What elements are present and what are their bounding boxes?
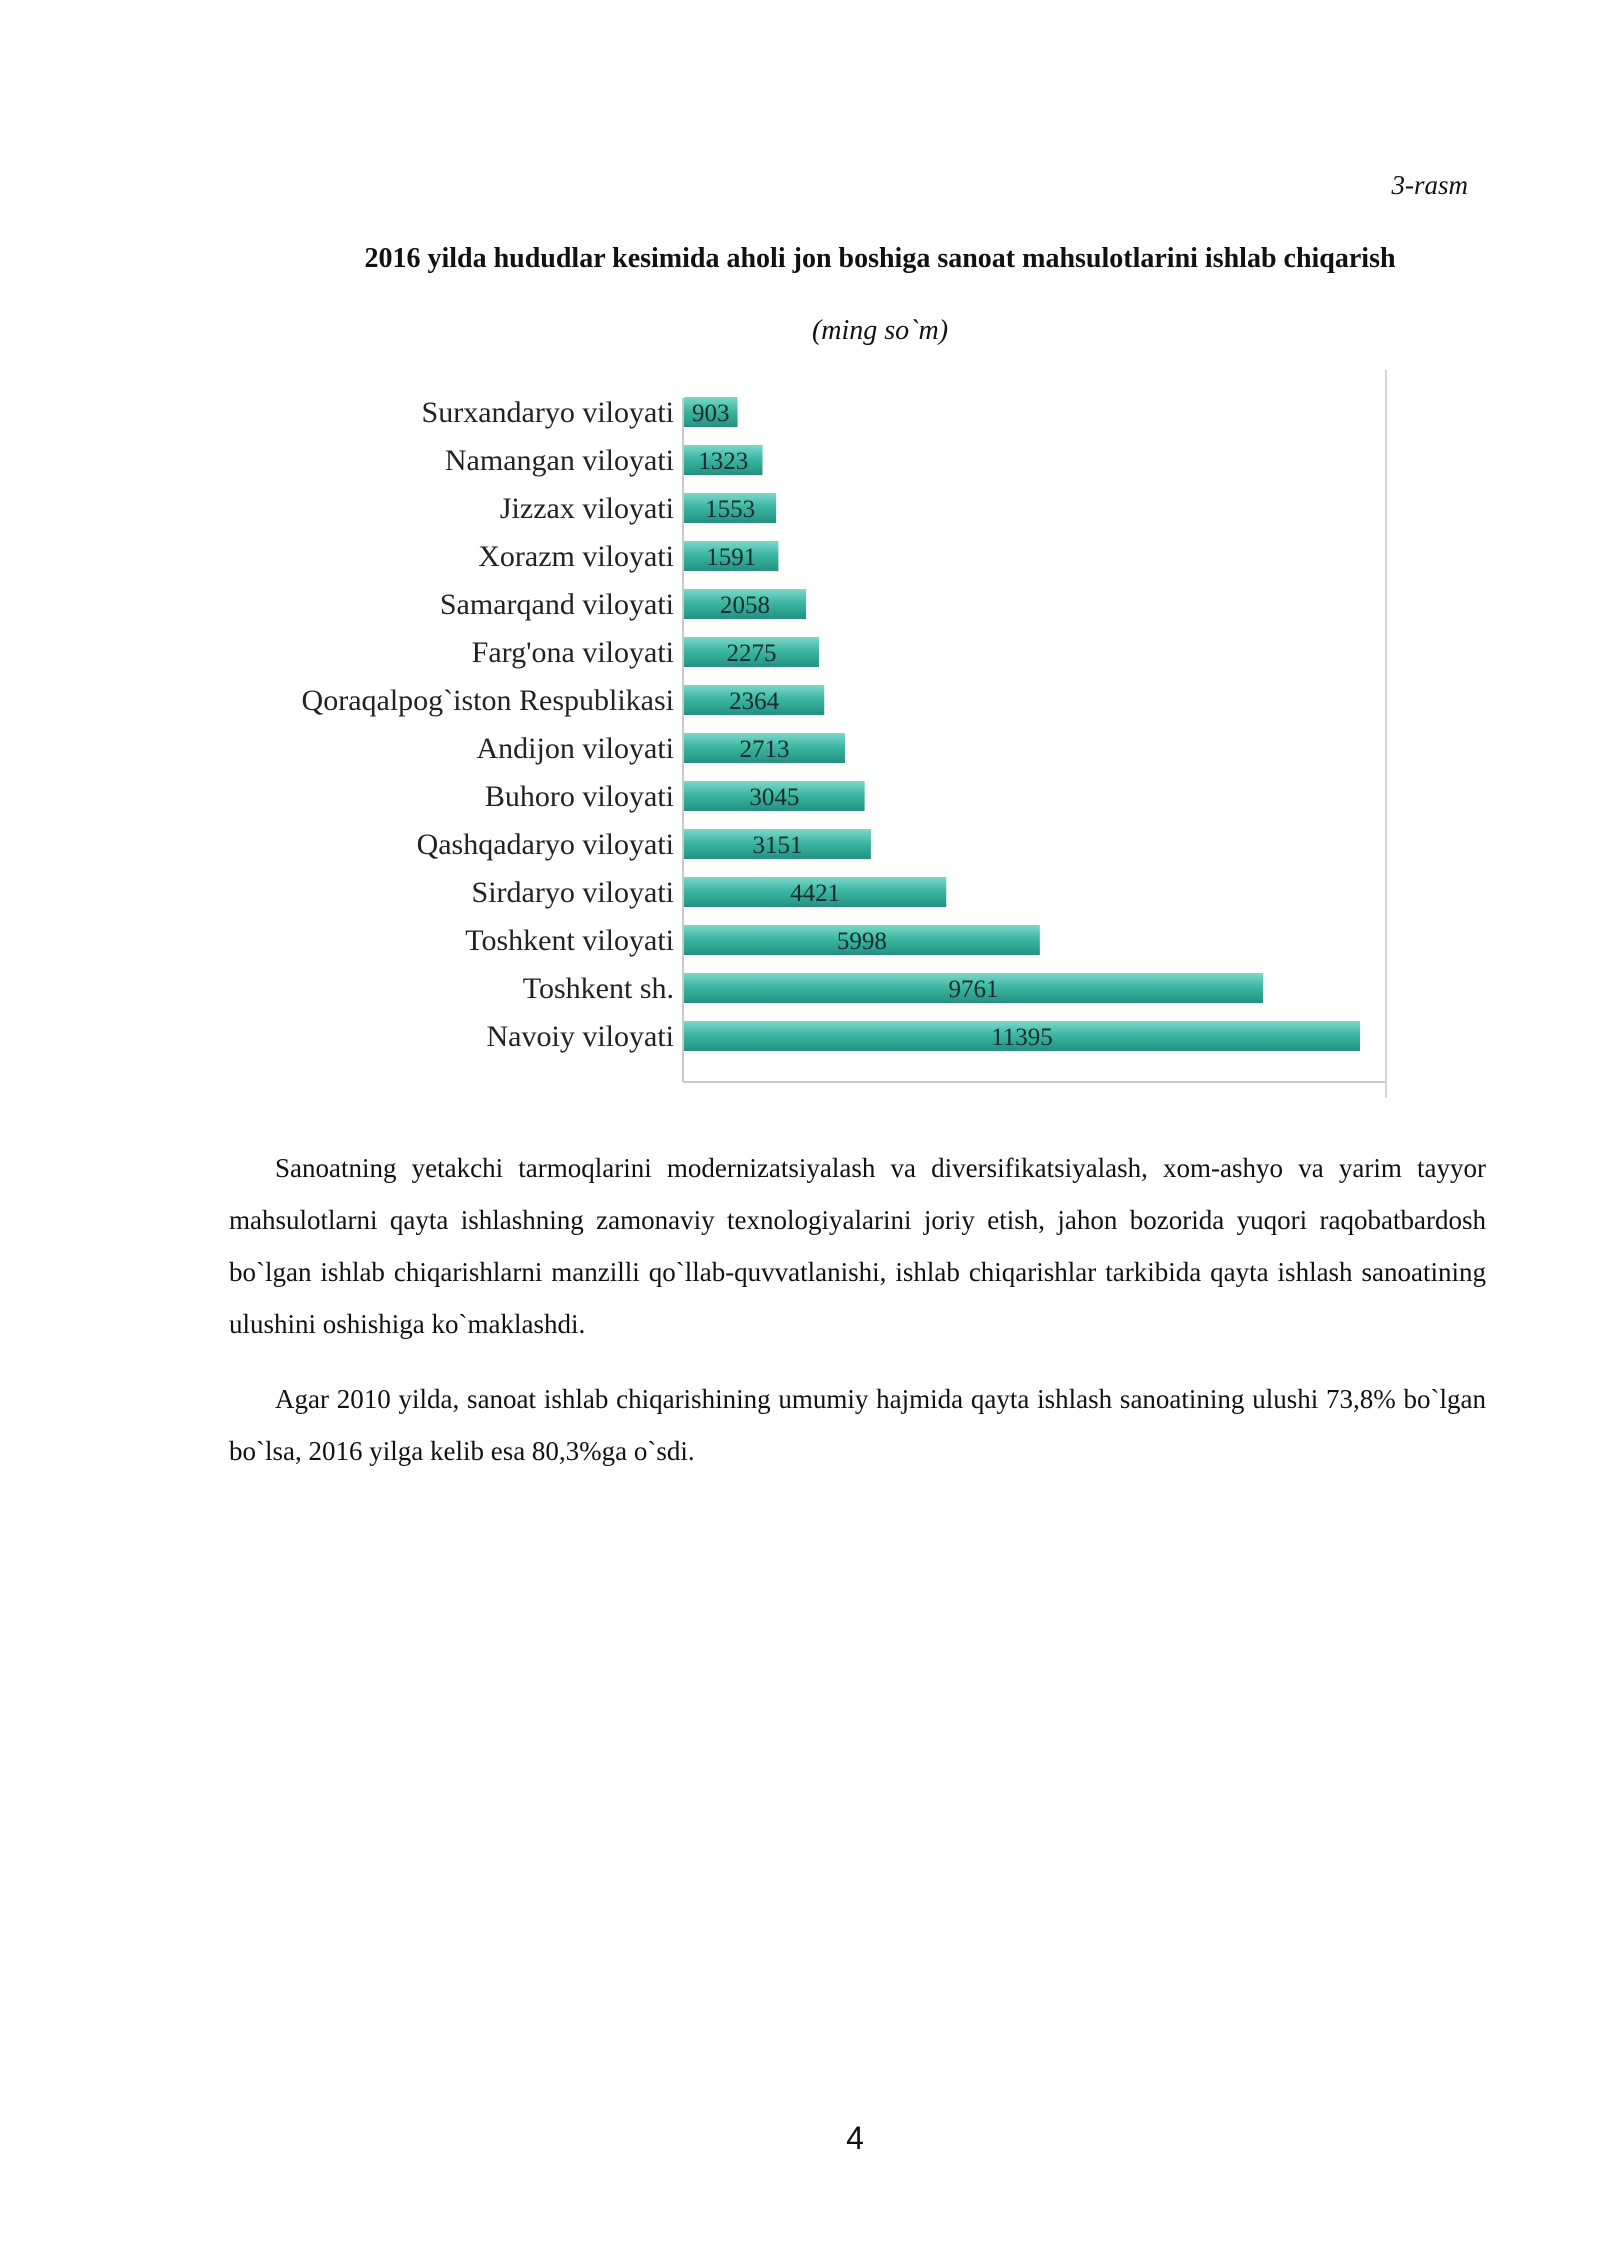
category-label: Toshkent sh. [522,972,674,1005]
category-label: Sirdaryo viloyati [471,876,674,909]
bar-value-label: 1323 [698,448,749,475]
figure-unit: (ming so`m) [811,315,949,346]
bar-value-label: 1553 [705,496,756,523]
bar-value-label: 3045 [749,784,800,811]
category-label: Qashqadaryo viloyati [416,828,674,861]
category-label: Samarqand viloyati [439,588,674,621]
category-label: Surxandaryo viloyati [421,396,674,429]
category-label: Farg'ona viloyati [471,636,674,669]
paragraph-1: Sanoatning yetakchi tarmoqlarini modernizatsiyalash va diversifikatsiyalash, xom-ashyo va yarim tayyor mahsulotlarni qayta ishlashning zamonaviy texnologiyalarini joriy etish, jahon bozorida yuqori raqobatbardosh bo`lgan ishlab chiqarishlarni manzilli qo`llab-quvvatlanishi, ishlab chiqarishlar tarkibida qayta ishlash sanoatining ulushini oshishiga ko`maklashdi. [229,1153,1486,1339]
category-label: Andijon viloyati [476,732,674,765]
bar-value-label: 2058 [720,592,771,619]
bar-value-label: 3151 [752,832,803,859]
bar-value-label: 2364 [729,688,780,715]
bar-value-label: 903 [692,400,730,427]
bar-value-label: 1591 [706,544,757,571]
bar-chart-svg [300,370,1410,1110]
category-label: Namangan viloyati [444,444,674,477]
paragraph-2: Agar 2010 yilda, sanoat ishlab chiqarishining umumiy hajmida qayta ishlash sanoatining ulushi 73,8% bo`lgan bo`lsa, 2016 yilga kelib esa 80,3%ga o`sdi. [229,1384,1486,1466]
page-number: 4 [846,2120,864,2156]
category-label: Buhoro viloyati [484,780,674,813]
figure-label: 3-rasm [1391,170,1468,200]
bar-value-label: 9761 [948,976,999,1003]
bar-value-label: 5998 [836,928,887,955]
figure-title: 2016 yilda hududlar kesimida aholi jon boshiga sanoat mahsulotlarini ishlab chiqarish [364,243,1396,274]
category-label: Xorazm viloyati [478,540,674,573]
bar-value-label: 2713 [739,736,790,763]
category-label: Navoiy viloyati [486,1020,674,1053]
category-label: Toshkent viloyati [465,924,674,957]
category-label: Jizzax viloyati [499,492,674,525]
bar-chart [300,370,1410,1110]
category-label: Qoraqalpog`iston Respublikasi [301,684,674,717]
bar-value-label: 11395 [991,1024,1053,1051]
bar-value-label: 4421 [790,880,841,907]
bar-value-label: 2275 [726,640,777,667]
